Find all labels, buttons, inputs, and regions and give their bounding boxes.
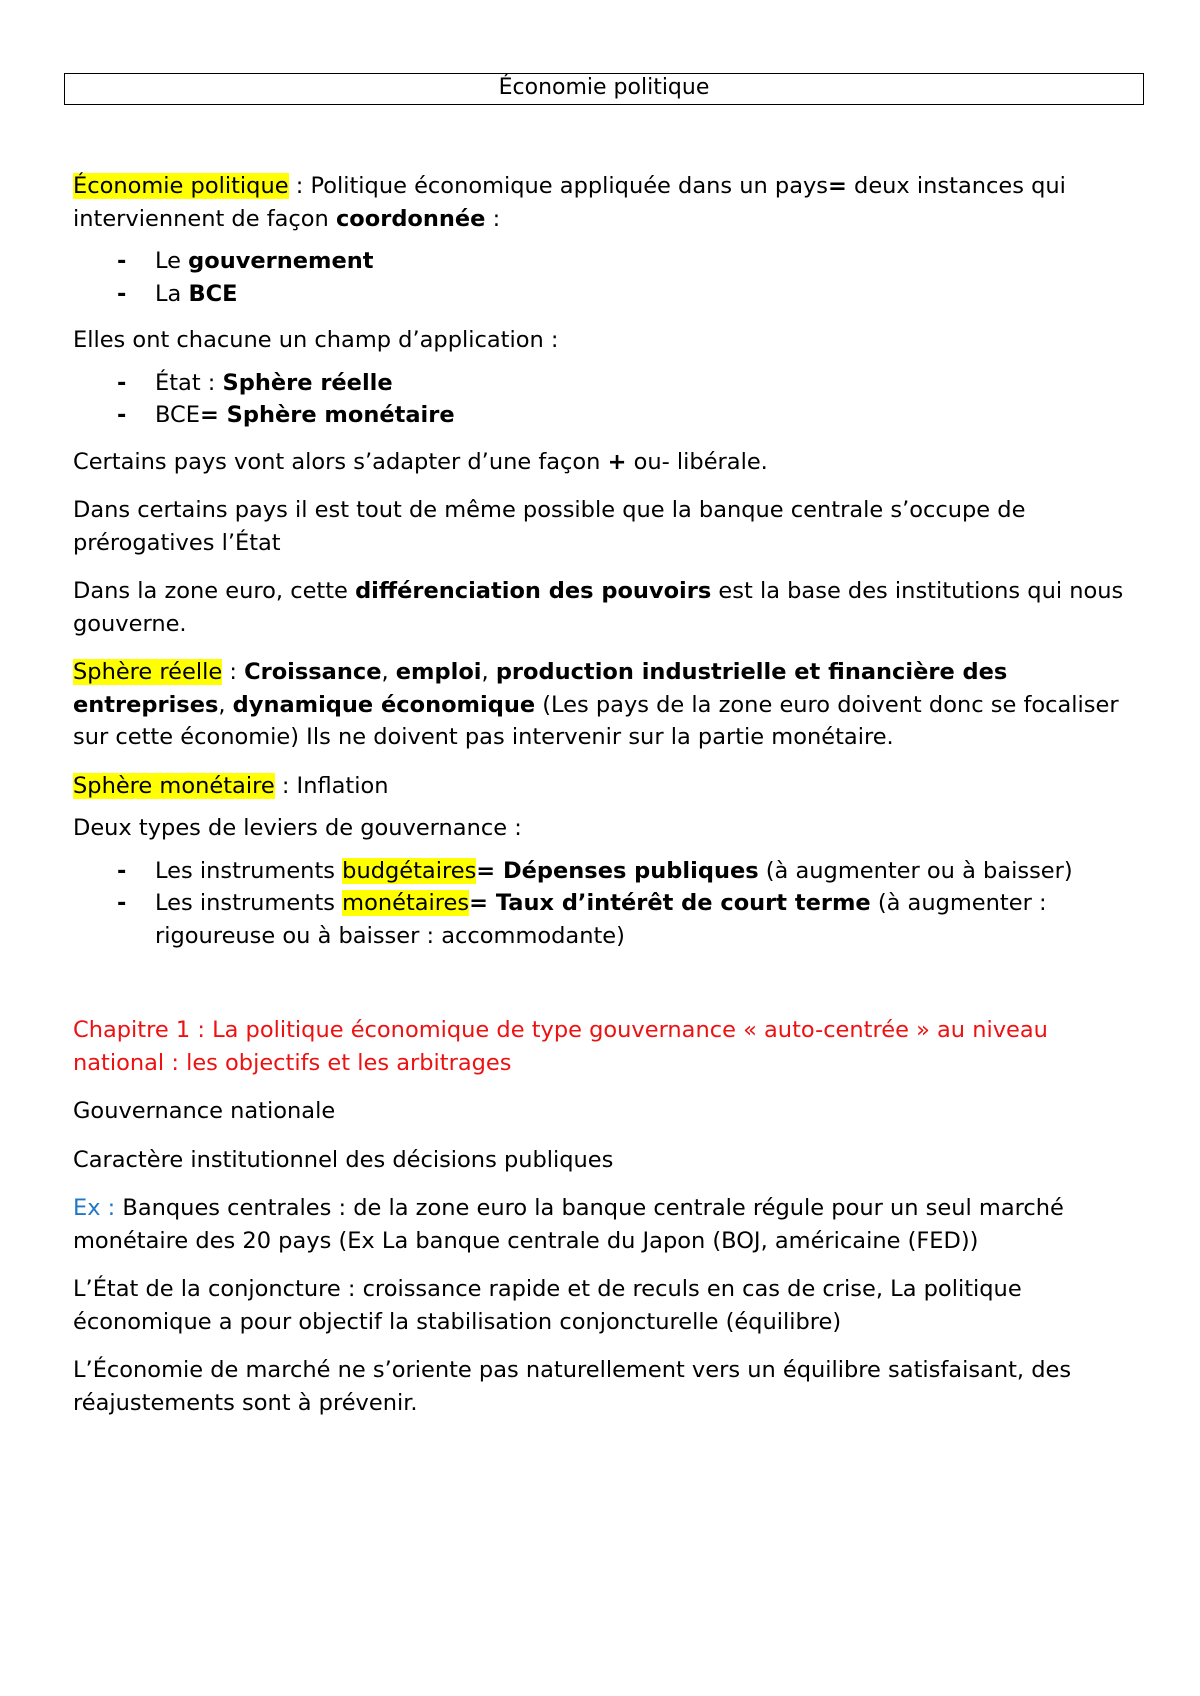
dash-bullet: - — [117, 248, 127, 274]
list-item: - Les instruments budgétaires= Dépenses publiques (à augmenter ou à baisser) — [73, 855, 1138, 888]
intro-paragraph: Économie politique : Politique économique appliquée dans un pays= deux instances qui interviennent de façon coordonnée : — [73, 173, 1066, 232]
document-body — [73, 170, 1138, 1435]
champ-intro: Elles ont chacune un champ d’application : — [73, 327, 559, 353]
dash-bullet: - — [117, 369, 127, 396]
example-label: Ex : — [73, 1195, 116, 1221]
dash-bullet: - — [117, 402, 127, 428]
highlighted-term: Économie politique — [73, 173, 289, 199]
paragraph-zone-euro: Dans la zone euro, cette différenciation des pouvoirs est la base des institutions qui nous gouverne. — [73, 578, 1124, 637]
dash-bullet: - — [117, 857, 127, 884]
leviers-list — [73, 855, 1138, 953]
leviers-intro: Deux types de leviers de gouvernance : — [73, 815, 522, 841]
bold-term: coordonnée — [335, 205, 486, 232]
list-item: - BCE= Sphère monétaire — [73, 399, 1138, 432]
dash-bullet: - — [117, 280, 127, 307]
list-item: - La BCE — [73, 278, 1138, 311]
highlighted-term: Sphère réelle — [73, 659, 223, 685]
highlighted-term: Sphère monétaire — [73, 772, 275, 799]
document-title: Économie politique — [64, 73, 1144, 105]
paragraph-pays: Certains pays vont alors s’adapter d’une façon + ou- libérale. — [73, 448, 768, 475]
list-item: - État : Sphère réelle — [73, 367, 1138, 400]
paragraph-caractere: Caractère institutionnel des décisions publiques — [73, 1146, 614, 1173]
dash-bullet: - — [117, 890, 127, 916]
highlighted-term: budgétaires — [342, 857, 477, 884]
list-item: - Le gouvernement — [73, 245, 1138, 278]
instances-list — [73, 245, 1138, 310]
section-spacer — [73, 966, 1138, 1014]
chapter-heading: Chapitre 1 : La politique économique de type gouvernance « auto-centrée » au niveau national : les objectifs et les arbitrages — [73, 1017, 1048, 1076]
list-item: - Les instruments monétaires= Taux d’intérêt de court terme (à augmenter : rigoureuse ou à baisser : accommodante) — [73, 887, 1138, 952]
paragraph-sphere-reelle: Sphère réelle : Croissance, emploi, production industrielle et financière des entreprises, dynamique économique (Les pays de la zone euro doivent donc se focaliser sur cette économie) Ils ne doivent pas intervenir sur la partie monétaire. — [73, 659, 1119, 750]
highlighted-term: monétaires — [342, 890, 470, 916]
champs-list — [73, 367, 1138, 432]
paragraph-banque: Dans certains pays il est tout de même possible que la banque centrale s’occupe de prérogatives l’État — [73, 497, 1026, 556]
paragraph-economie-marche: L’Économie de marché ne s’oriente pas naturellement vers un équilibre satisfaisant, des réajustements sont à prévenir. — [73, 1357, 1072, 1416]
paragraph-gouvernance-nationale: Gouvernance nationale — [73, 1098, 336, 1124]
paragraph-conjoncture: L’État de la conjoncture : croissance rapide et de reculs en cas de crise, La politique économique a pour objectif la stabilisation conjoncturelle (équilibre) — [73, 1276, 1022, 1335]
paragraph-example: Ex : Banques centrales : de la zone euro la banque centrale régule pour un seul marché monétaire des 20 pays (Ex La banque centrale du Japon (BOJ, américaine (FED)) — [73, 1195, 1064, 1254]
paragraph-sphere-monetaire: Sphère monétaire : Inflation — [73, 772, 389, 799]
